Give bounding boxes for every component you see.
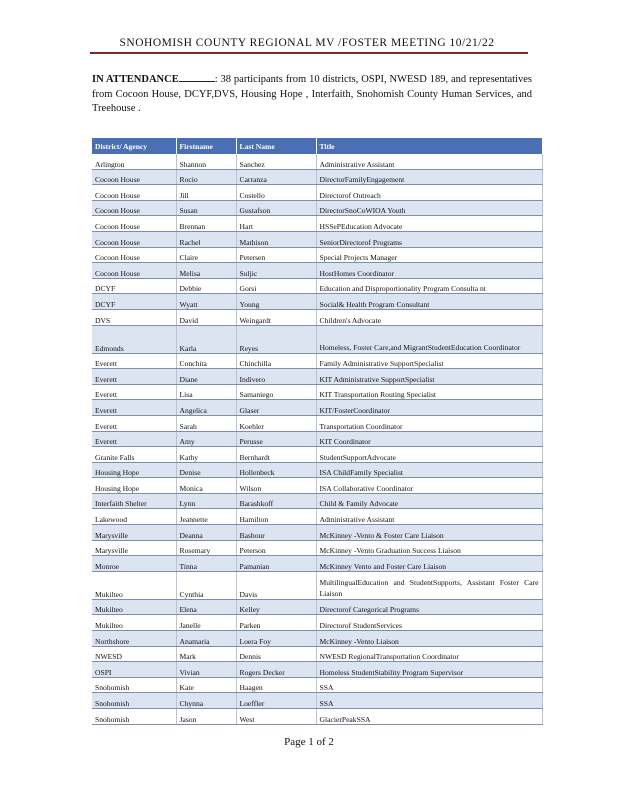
cell-firstname: Jill (176, 185, 236, 201)
cell-firstname: Brennan (176, 216, 236, 232)
cell-firstname: Rachel (176, 231, 236, 247)
cell-lastname: Haagen (236, 677, 316, 693)
header-divider (90, 52, 528, 54)
cell-title: Directorof StudentServices (316, 615, 542, 631)
cell-district: Everett (92, 384, 176, 400)
cell-lastname: Samaniego (236, 384, 316, 400)
cell-title: SSA (316, 693, 542, 709)
cell-district: Edmonds (92, 325, 176, 353)
cell-district: Everett (92, 415, 176, 431)
cell-lastname: Glaser (236, 400, 316, 416)
cell-district: Mukilteo (92, 599, 176, 615)
cell-title: Special Projects Manager (316, 247, 542, 263)
cell-title: Child & Family Advocate (316, 493, 542, 509)
cell-firstname: Monica (176, 478, 236, 494)
column-header-title: Title (316, 138, 542, 154)
cell-title: Directorof Outreach (316, 185, 542, 201)
cell-title: McKinney -Vento Graduation Success Liaison (316, 540, 542, 556)
cell-lastname: Peterson (236, 540, 316, 556)
cell-title: HSSePEducation Advocate (316, 216, 542, 232)
table-row (92, 185, 542, 201)
table-row (92, 493, 542, 509)
cell-district: DVS (92, 309, 176, 325)
table-row (92, 447, 542, 463)
cell-firstname: Lisa (176, 384, 236, 400)
table-row (92, 462, 542, 478)
table-row (92, 693, 542, 709)
cell-district: Housing Hope (92, 478, 176, 494)
cell-firstname: Jeannette (176, 509, 236, 525)
cell-firstname: Vivian (176, 662, 236, 678)
cell-district: Everett (92, 369, 176, 385)
attendance-table (92, 138, 543, 725)
cell-firstname: Conchita (176, 353, 236, 369)
table-row (92, 154, 542, 169)
table-row (92, 309, 542, 325)
cell-firstname: Kate (176, 677, 236, 693)
cell-title: Social& Health Program Consultant (316, 294, 542, 310)
cell-district: Housing Hope (92, 462, 176, 478)
cell-title: HostHomes Coordinator (316, 263, 542, 279)
cell-lastname: Chinchilla (236, 353, 316, 369)
cell-district: NWESD (92, 646, 176, 662)
cell-title: Family Administrative SupportSpecialist (316, 353, 542, 369)
cell-firstname: Janelle (176, 615, 236, 631)
cell-lastname: Gorsi (236, 278, 316, 294)
cell-firstname: David (176, 309, 236, 325)
cell-firstname: Amy (176, 431, 236, 447)
cell-firstname: Tinna (176, 556, 236, 572)
cell-lastname: Petersen (236, 247, 316, 263)
cell-title: MultilingualEducation and StudentSupports, Assistant Foster Care Liaison (316, 571, 542, 599)
cell-firstname: Jason (176, 709, 236, 725)
cell-district: Marysville (92, 540, 176, 556)
cell-title: Administrative Assistant (316, 509, 542, 525)
attendance-summary (92, 71, 532, 117)
cell-firstname: Susan (176, 200, 236, 216)
table-row (92, 556, 542, 572)
cell-district: Everett (92, 431, 176, 447)
meeting-title: SNOHOMISH COUNTY REGIONAL MV /FOSTER MEETING 10/21/22 (119, 37, 495, 49)
cell-district: Snohomish (92, 709, 176, 725)
cell-firstname: Debbie (176, 278, 236, 294)
table-row (92, 325, 542, 353)
cell-firstname: Diane (176, 369, 236, 385)
cell-firstname: Wyatt (176, 294, 236, 310)
cell-lastname: Hart (236, 216, 316, 232)
cell-lastname: Bernhardt (236, 447, 316, 463)
table-row (92, 169, 542, 185)
cell-lastname: Loeffler (236, 693, 316, 709)
table-row (92, 294, 542, 310)
cell-title: StudentSupportAdvocate (316, 447, 542, 463)
cell-district: Snohomish (92, 677, 176, 693)
page-number: Page 1 of 2 (284, 736, 334, 748)
attendance-label: IN ATTENDANCE (92, 74, 179, 85)
cell-district: Mukilteo (92, 571, 176, 599)
cell-firstname: Kathy (176, 447, 236, 463)
cell-lastname: Davis (236, 571, 316, 599)
cell-title: KIT/FosterCoordinator (316, 400, 542, 416)
table-row (92, 540, 542, 556)
cell-title: NWESD RegionalTransportation Coordinator (316, 646, 542, 662)
table-row (92, 353, 542, 369)
cell-district: Cocoon House (92, 216, 176, 232)
column-header-lastname: Last Name (236, 138, 316, 154)
cell-title: Directorof Categorical Programs (316, 599, 542, 615)
cell-lastname: Wilson (236, 478, 316, 494)
cell-firstname: Rosemary (176, 540, 236, 556)
cell-firstname: Karla (176, 325, 236, 353)
cell-title: Homeless StudentStability Program Supervisor (316, 662, 542, 678)
cell-lastname: Mathison (236, 231, 316, 247)
table-header-row (92, 138, 542, 154)
cell-lastname: Bashour (236, 525, 316, 541)
table-row (92, 525, 542, 541)
table-row (92, 478, 542, 494)
cell-title: DirectorSnoCoWIOA Youth (316, 200, 542, 216)
cell-lastname: Rogers Decker (236, 662, 316, 678)
cell-district: DCYF (92, 294, 176, 310)
cell-lastname: Reyes (236, 325, 316, 353)
cell-firstname: Rocio (176, 169, 236, 185)
table-row (92, 646, 542, 662)
cell-firstname: Claire (176, 247, 236, 263)
cell-title: ISA ChildFamily Specialist (316, 462, 542, 478)
cell-district: Everett (92, 400, 176, 416)
cell-district: Marysville (92, 525, 176, 541)
cell-firstname: Shannon (176, 154, 236, 169)
cell-title: Children's Advocate (316, 309, 542, 325)
cell-lastname: Gustafson (236, 200, 316, 216)
cell-firstname: Chynna (176, 693, 236, 709)
table-row (92, 615, 542, 631)
cell-title: GlacierPeakSSA (316, 709, 542, 725)
cell-district: Monroe (92, 556, 176, 572)
cell-lastname: Sanchez (236, 154, 316, 169)
cell-title: DirectorFamilyEngagement (316, 169, 542, 185)
table-row (92, 599, 542, 615)
cell-lastname: Barashkoff (236, 493, 316, 509)
cell-title: KIT Transportation Routing Specialist (316, 384, 542, 400)
cell-firstname: Sarah (176, 415, 236, 431)
cell-lastname: Loera Foy (236, 631, 316, 647)
table-row (92, 216, 542, 232)
cell-lastname: Perusse (236, 431, 316, 447)
table-row (92, 400, 542, 416)
table-row (92, 231, 542, 247)
cell-firstname: Anamaria (176, 631, 236, 647)
cell-district: Everett (92, 353, 176, 369)
table-row (92, 247, 542, 263)
cell-lastname: Suljic (236, 263, 316, 279)
cell-lastname: Hamilton (236, 509, 316, 525)
cell-lastname: Weingardt (236, 309, 316, 325)
column-header-firstname: Firstname (176, 138, 236, 154)
table-row (92, 278, 542, 294)
cell-lastname: Indivero (236, 369, 316, 385)
cell-district: Interfaith Shelter (92, 493, 176, 509)
cell-district: DCYF (92, 278, 176, 294)
cell-title: Homeless, Foster Care,and MigrantStudentEducation Coordinator (316, 325, 542, 353)
table-row (92, 677, 542, 693)
cell-firstname: Cynthia (176, 571, 236, 599)
attendance-underline (179, 71, 215, 82)
cell-district: Lakewood (92, 509, 176, 525)
cell-lastname: Kelley (236, 599, 316, 615)
cell-title: KIT Administrative SupportSpecialist (316, 369, 542, 385)
attendance-text: : 38 participants from 10 districts, OSPI, NWESD 189, and representatives from Cocoon House, DCYF,DVS, Housing Hope , Interfaith, Snohomish County Human Services, and Treehouse . (92, 74, 532, 115)
cell-district: Granite Falls (92, 447, 176, 463)
cell-district: Cocoon House (92, 247, 176, 263)
cell-title: McKinney -Vento & Foster Care Liaison (316, 525, 542, 541)
cell-title: SeniorDirectorof Programs (316, 231, 542, 247)
table-row (92, 571, 542, 599)
cell-title: SSA (316, 677, 542, 693)
table-row (92, 200, 542, 216)
cell-firstname: Lynn (176, 493, 236, 509)
cell-firstname: Deanna (176, 525, 236, 541)
table-row (92, 509, 542, 525)
table-row (92, 662, 542, 678)
cell-lastname: West (236, 709, 316, 725)
cell-title: Transportation Coordinator (316, 415, 542, 431)
cell-district: Cocoon House (92, 200, 176, 216)
cell-title: Education and Disproportionality Program Consulta nt (316, 278, 542, 294)
table-row (92, 263, 542, 279)
cell-title: ISA Collaborative Coordinator (316, 478, 542, 494)
cell-lastname: Pamanian (236, 556, 316, 572)
column-header-district: District/ Agency (92, 138, 176, 154)
cell-lastname: Carranza (236, 169, 316, 185)
cell-district: Cocoon House (92, 169, 176, 185)
cell-district: Arlington (92, 154, 176, 169)
cell-firstname: Melisa (176, 263, 236, 279)
table-row (92, 384, 542, 400)
cell-title: Administrative Assistant (316, 154, 542, 169)
table-row (92, 709, 542, 725)
cell-district: Cocoon House (92, 263, 176, 279)
cell-district: Cocoon House (92, 231, 176, 247)
cell-district: Cocoon House (92, 185, 176, 201)
cell-district: Northshore (92, 631, 176, 647)
table-row (92, 369, 542, 385)
cell-lastname: Young (236, 294, 316, 310)
cell-firstname: Elena (176, 599, 236, 615)
cell-title: KIT Coordinator (316, 431, 542, 447)
cell-title: McKinney -Vento Liaison (316, 631, 542, 647)
cell-lastname: Costello (236, 185, 316, 201)
cell-firstname: Denise (176, 462, 236, 478)
cell-lastname: Parken (236, 615, 316, 631)
cell-lastname: Dennis (236, 646, 316, 662)
cell-district: OSPI (92, 662, 176, 678)
cell-lastname: Hollenbeck (236, 462, 316, 478)
table-row (92, 431, 542, 447)
table-row (92, 631, 542, 647)
cell-lastname: Koehler (236, 415, 316, 431)
cell-firstname: Angelica (176, 400, 236, 416)
table-row (92, 415, 542, 431)
cell-title: McKinney Vento and Foster Care Liaison (316, 556, 542, 572)
cell-firstname: Mark (176, 646, 236, 662)
cell-district: Mukilteo (92, 615, 176, 631)
cell-district: Snohomish (92, 693, 176, 709)
